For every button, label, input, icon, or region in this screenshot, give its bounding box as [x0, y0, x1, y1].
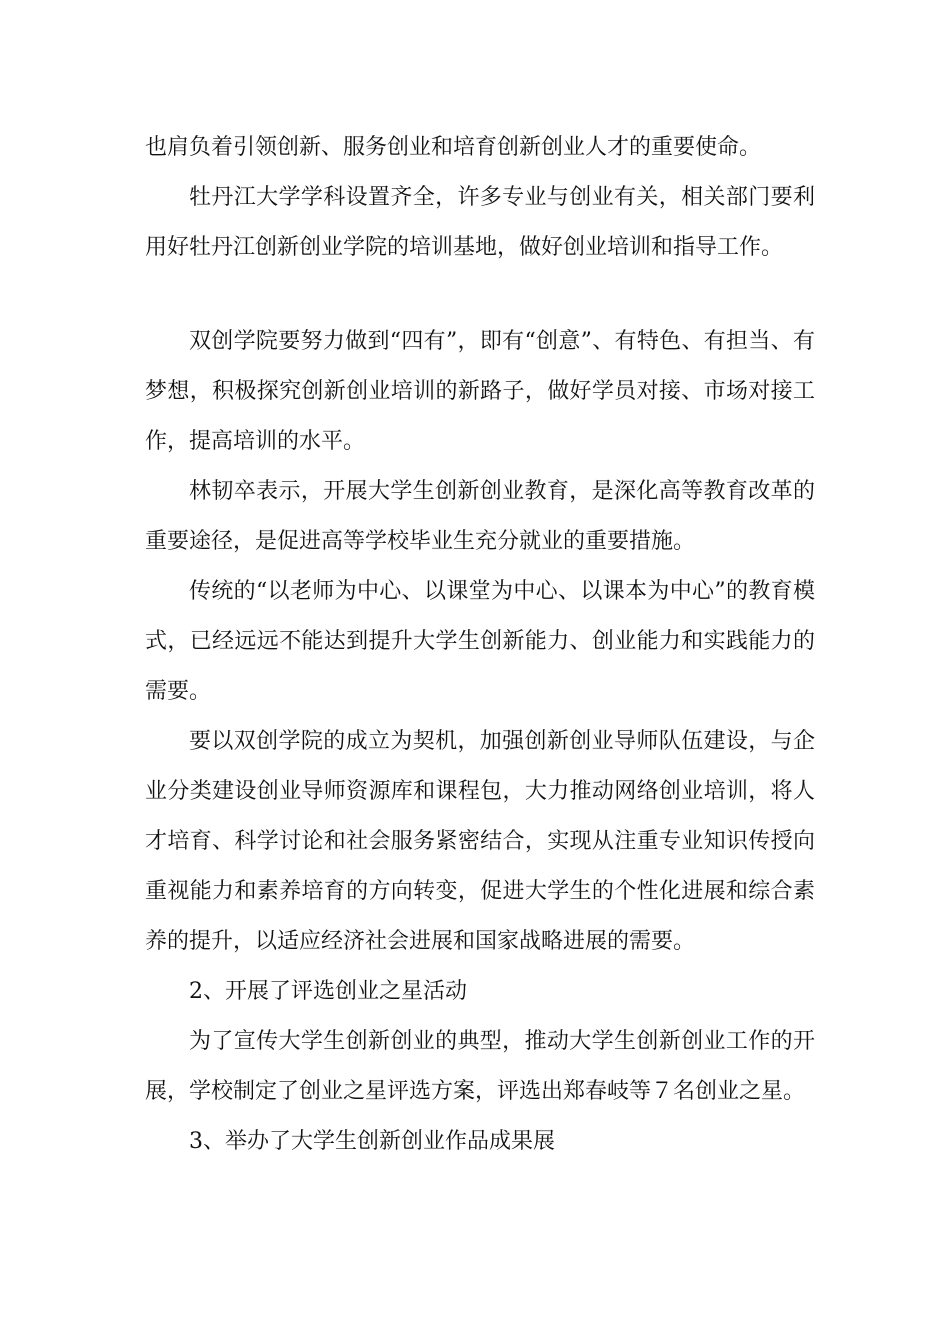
paragraph-mudanjiang-university: 牡丹江大学学科设置齐全，许多专业与创业有关，相关部门要利用好牡丹江创新创业学院的培训基地，做好创业培训和指导工作。	[145, 185, 815, 260]
section-heading-entrepreneur-star: 2、开展了评选创业之星活动	[189, 979, 467, 1004]
paragraph-continuation: 也肩负着引领创新、服务创业和培育创新创业人才的重要使命。	[145, 135, 762, 160]
section-heading-exhibition: 3、举办了大学生创新创业作品成果展	[189, 1129, 555, 1154]
paragraph-lin-statement: 林韧卒表示，开展大学生创新创业教育，是深化高等教育改革的重要途径，是促进高等学校毕业生充分就业的重要措施。	[145, 479, 815, 554]
document-body	[145, 123, 815, 1167]
paragraph-mentor-team: 要以双创学院的成立为契机，加强创新创业导师队伍建设，与企业分类建设创业导师资源库和课程包，大力推动网络创业培训，将人才培育、科学讨论和社会服务紧密结合，实现从注重专业知识传授向重视能力和素养培育的方向转变，促进大学生的个性化进展和综合素养的提升，以适应经济社会进展和国家战略进展的需要。	[145, 729, 815, 954]
paragraph-traditional-model: 传统的“以老师为中心、以课堂为中心、以课本为中心”的教育模式，已经远远不能达到提升大学生创新能力、创业能力和实践能力的需要。	[145, 579, 815, 704]
paragraph-entrepreneur-star: 为了宣传大学生创新创业的典型，推动大学生创新创业工作的开展，学校制定了创业之星评选方案，评选出郑春岐等７名创业之星。	[145, 1029, 815, 1104]
paragraph-four-haves: 双创学院要努力做到“四有”，即有“创意”、有特色、有担当、有梦想，积极探究创新创业培训的新路子，做好学员对接、市场对接工作，提高培训的水平。	[145, 329, 815, 454]
